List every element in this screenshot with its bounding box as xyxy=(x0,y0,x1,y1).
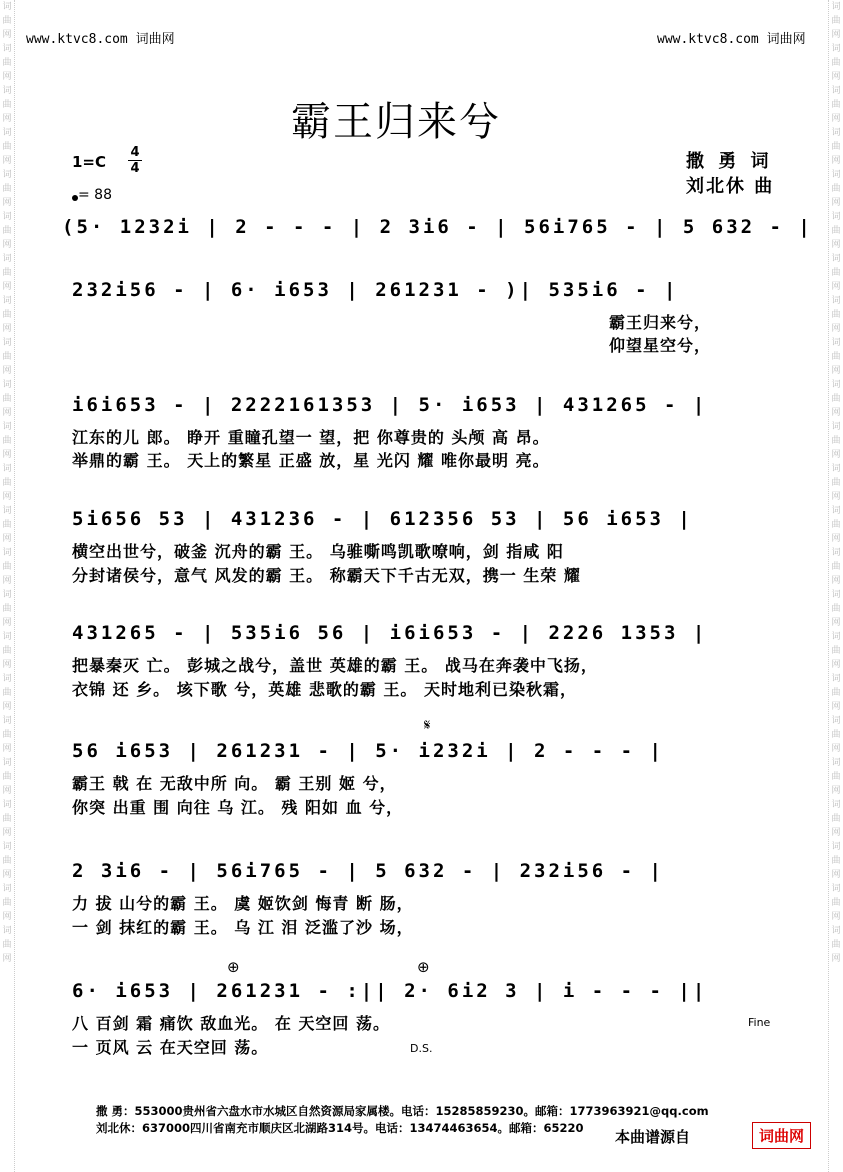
coda-sign-2: ⊕ xyxy=(417,958,430,976)
segno-sign: 𝄋 xyxy=(424,716,431,734)
lyrics-7-verse-1: 力 拔 山兮的霸 王。 虞 姬饮剑 悔青 断 肠， xyxy=(72,894,414,913)
site-url-right[interactable]: www.ktvc8.com 词曲网 xyxy=(657,32,806,47)
score-system-6: 56 i653 | 261231 - | 5· i232i | 2 - - - | xyxy=(72,740,664,762)
score-system-5: 431265 - | 535i6 56 | i6i653 - | 2226 1353 | xyxy=(72,622,708,644)
side-watermark-left: 词曲网词曲网词曲网词曲网词曲网词曲网词曲网词曲网词曲网词曲网词曲网词曲网词曲网词曲网词曲网词曲网词曲网词曲网词曲网词曲网词曲网词曲网词曲网 xyxy=(0,0,15,1172)
score-system-2: 232i56 - | 6· i653 | 261231 - )| 535i6 - | xyxy=(72,279,679,301)
ds-mark: D.S. xyxy=(410,1042,433,1055)
lyrics-4-verse-2: 分封诸侯兮，意气 风发的霸 王。 称霸天下千古无双，携一 生荣 耀 xyxy=(72,566,581,585)
lyrics-6-verse-2: 你突 出重 围 向往 乌 江。 残 阳如 血 兮， xyxy=(72,798,404,817)
lyrics-3-verse-1: 江东的儿 郎。 睁开 重瞳孔望一 望，把 你尊贵的 头颅 高 昂。 xyxy=(72,428,550,447)
lyrics-4-verse-1: 横空出世兮，破釜 沉舟的霸 王。 乌骓嘶鸣凯歌嘹响，剑 指咸 阳 xyxy=(72,542,564,561)
quarter-note-icon xyxy=(72,195,78,201)
song-title: 霸王归来兮 xyxy=(291,99,501,145)
site-logo[interactable]: 词曲网 xyxy=(752,1122,811,1149)
lyrics-8-verse-1: 八 百剑 霜 痛饮 敌血光。 在 天空回 荡。 xyxy=(72,1014,390,1033)
site-url-left[interactable]: www.ktvc8.com 词曲网 xyxy=(26,32,175,47)
source-note: 本曲谱源自 xyxy=(612,1126,693,1147)
coda-sign-1: ⊕ xyxy=(227,958,240,976)
time-signature xyxy=(128,146,142,175)
lyrics-5-verse-2: 衣锦 还 乡。 垓下歌 兮，英雄 悲歌的霸 王。 天时地利已染秋霜， xyxy=(72,680,577,699)
score-system-4: 5i656 53 | 431236 - | 612356 53 | 56 i653 | xyxy=(72,508,693,530)
score-system-1: (5· 1232i | 2 - - - | 2 3i6 - | 56i765 - | 5 632 - | xyxy=(62,216,813,238)
fine-mark: Fine xyxy=(748,1016,771,1029)
lyrics-2-verse-1: 霸王归来兮， xyxy=(609,313,712,332)
contact-lyricist: 撒 勇：553000贵州省六盘水市水城区自然资源局家属楼。电话：15285859230。邮箱：1773963921@qq.com xyxy=(96,1104,709,1118)
composer-credit: 刘北休 曲 xyxy=(686,176,775,197)
lyrics-7-verse-2: 一 剑 抹红的霸 王。 乌 江 泪 泛滥了沙 场， xyxy=(72,918,414,937)
tempo-value: = 88 xyxy=(78,187,112,203)
time-top: 4 xyxy=(130,145,140,160)
tempo-mark xyxy=(72,187,112,203)
key-signature: 1=C xyxy=(72,153,107,171)
contact-composer: 刘北休：637000四川省南充市顺庆区北湖路314号。电话：13474463654。邮箱：65220 xyxy=(96,1121,584,1135)
lyrics-8-verse-2: 一 页风 云 在天空回 荡。 xyxy=(72,1038,269,1057)
lyrics-5-verse-1: 把暴秦灭 亡。 彭城之战兮，盖世 英雄的霸 王。 战马在奔袭中飞扬， xyxy=(72,656,598,675)
score-system-3: i6i653 - | 2222161353 | 5· i653 | 431265 - | xyxy=(72,394,708,416)
score-system-8: 6· i653 | 261231 - :|| 2· 6i2 3 | i - - - || xyxy=(72,980,708,1002)
time-bottom: 4 xyxy=(130,161,140,176)
side-watermark-right: 词曲网词曲网词曲网词曲网词曲网词曲网词曲网词曲网词曲网词曲网词曲网词曲网词曲网词曲网词曲网词曲网词曲网词曲网词曲网词曲网词曲网词曲网词曲网 xyxy=(828,0,843,1172)
lyrics-6-verse-1: 霸王 戟 在 无敌中所 向。 霸 王别 姬 兮， xyxy=(72,774,397,793)
lyrics-2-verse-2: 仰望星空兮， xyxy=(609,336,712,355)
lyrics-3-verse-2: 举鼎的霸 王。 天上的繁星 正盛 放，星 光闪 耀 唯你最明 亮。 xyxy=(72,451,550,470)
lyricist-credit: 撒 勇 词 xyxy=(686,151,773,172)
score-system-7: 2 3i6 - | 56i765 - | 5 632 - | 232i56 - | xyxy=(72,860,664,882)
